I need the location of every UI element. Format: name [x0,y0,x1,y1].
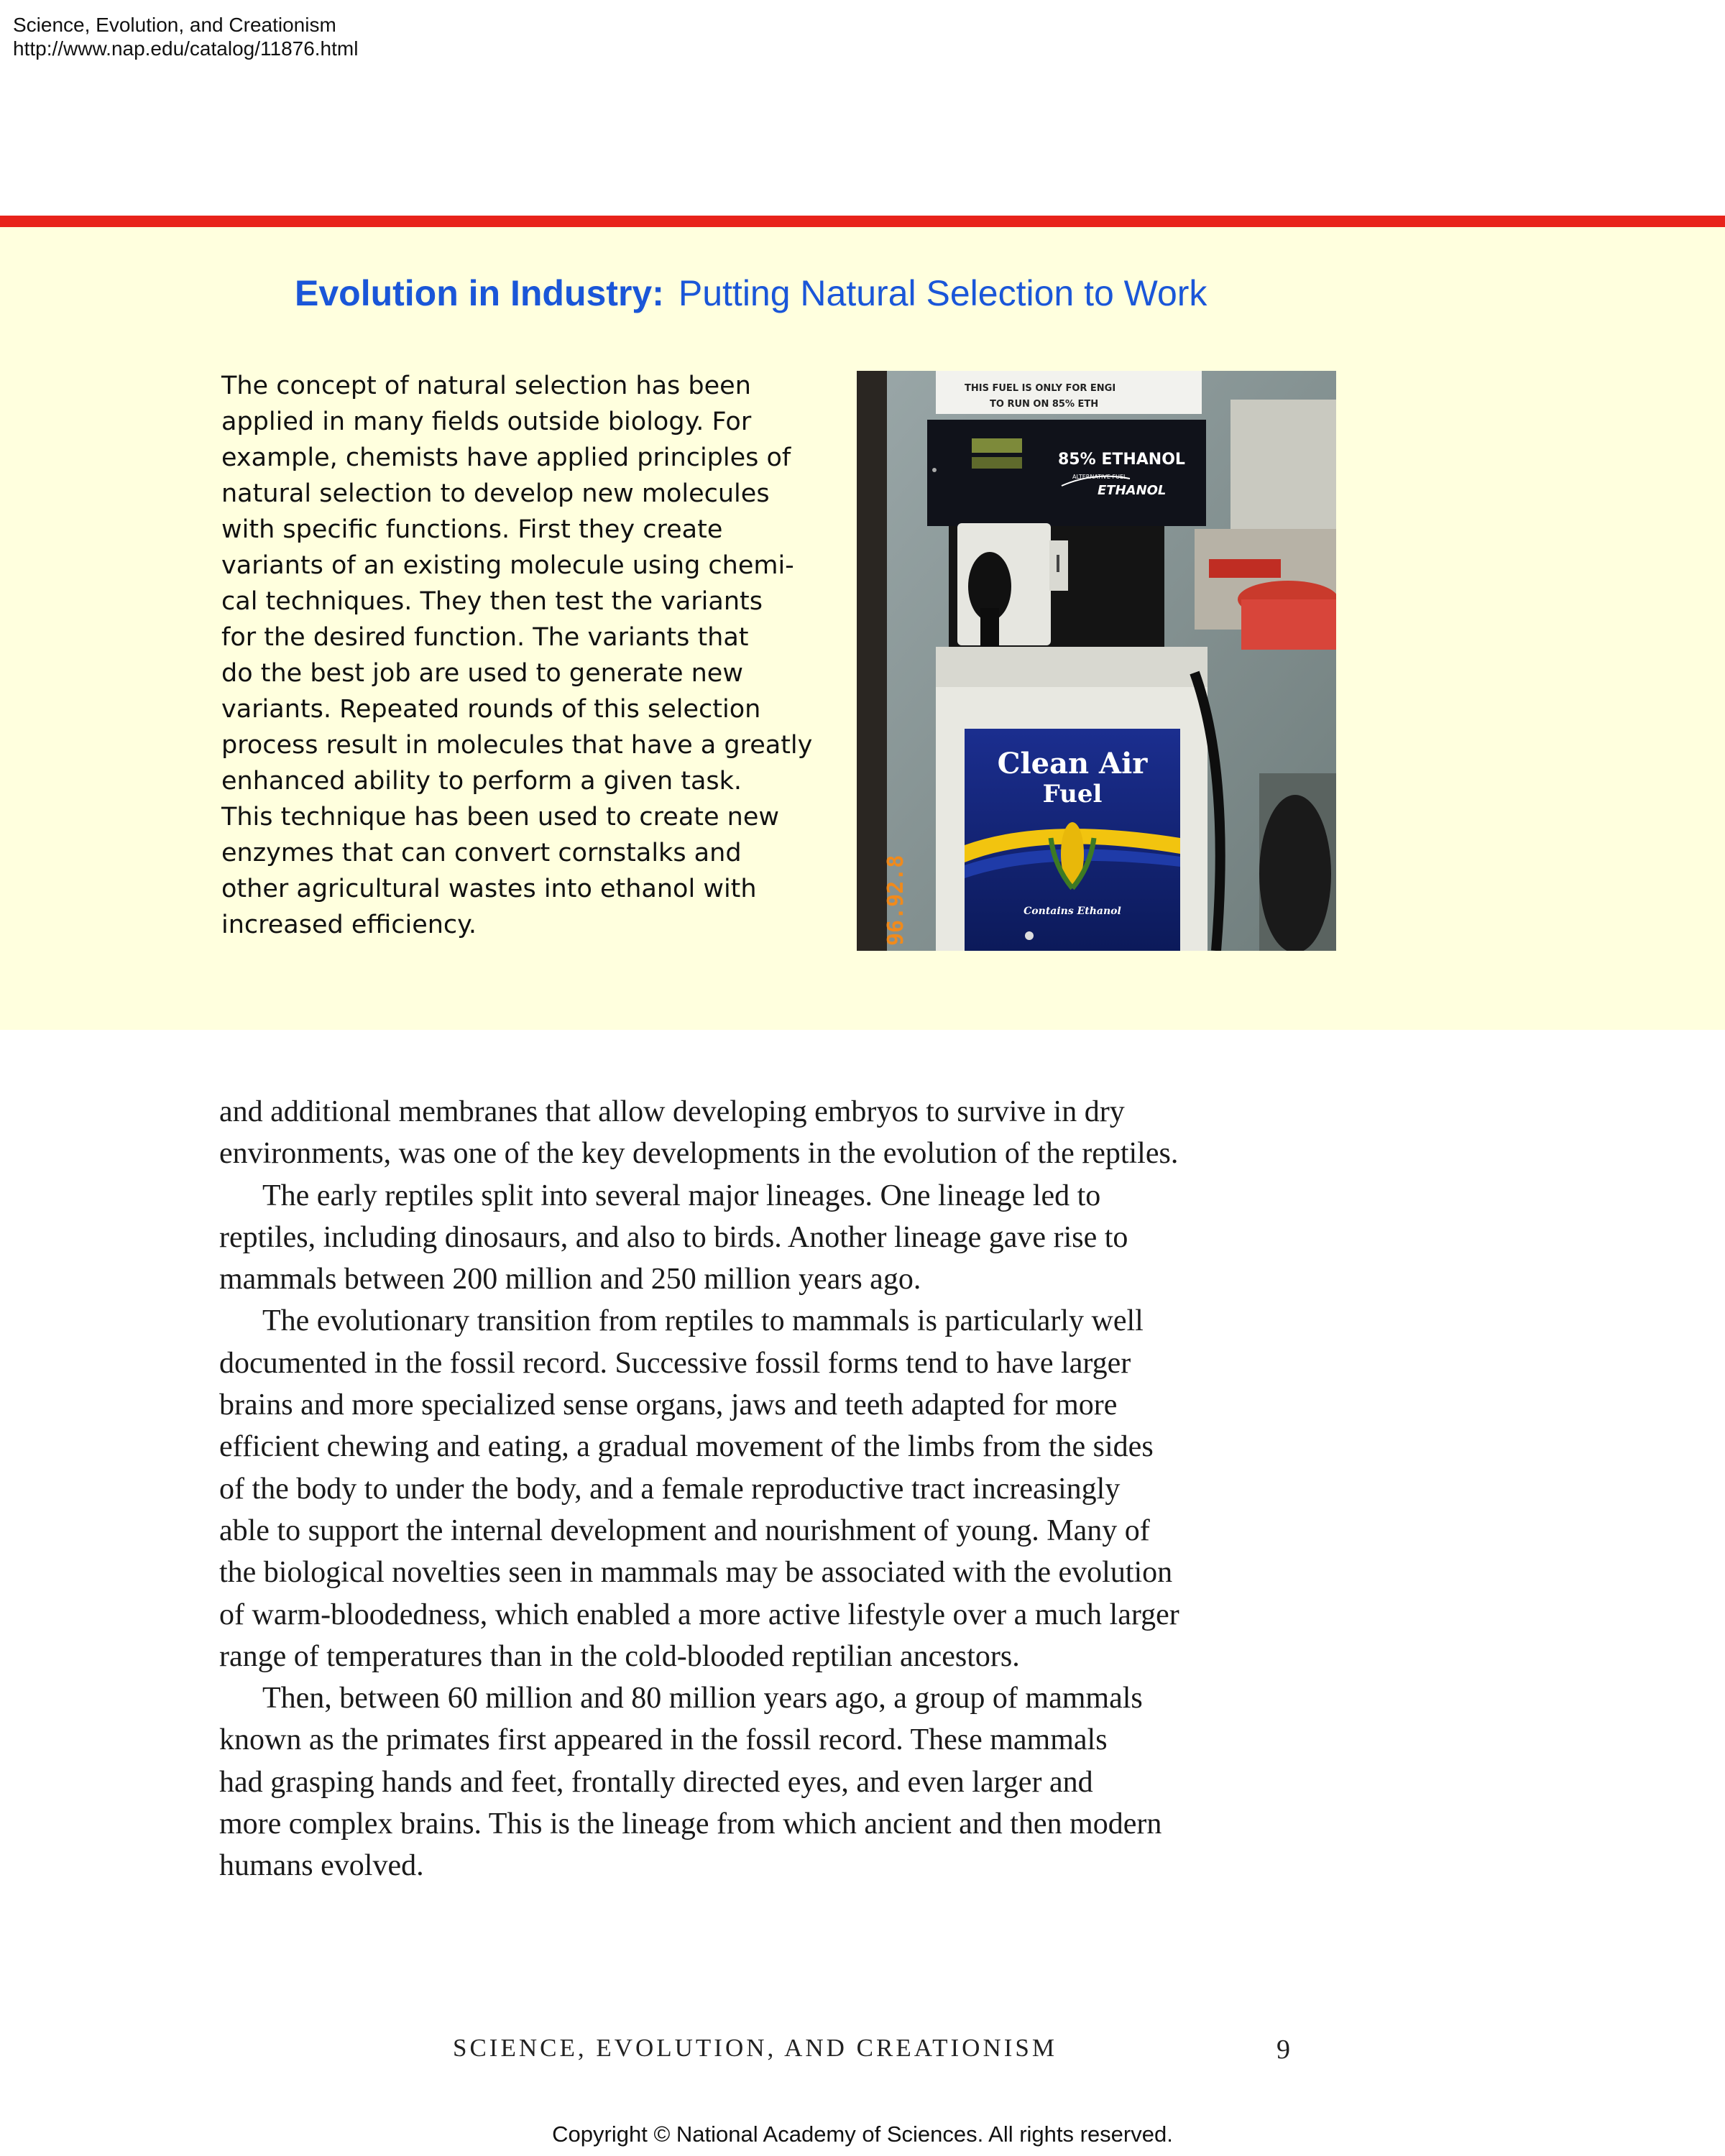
source-header [13,13,358,60]
alt-fuel-text: ALTERNATIVE FUEL [1072,474,1127,480]
body-line: the biological novelties seen in mammals may be associated with the evolution [219,1556,1173,1590]
body-line: humans evolved. [219,1849,424,1883]
sign-text-1: THIS FUEL IS ONLY FOR ENGI [965,383,1116,394]
sidebar-line: with specific functions. First they create [221,515,723,544]
sidebar-text [221,368,818,943]
panel-small-text: Contains Ethanol [1024,906,1121,917]
ethanol-pump-photo [857,371,1336,951]
source-url[interactable]: http://www.nap.edu/catalog/11876.html [13,37,359,60]
sidebar-line: other agricultural wastes into ethanol with [221,875,757,903]
sign-text-2: TO RUN ON 85% ETH [990,399,1099,410]
sidebar-line: applied in many fields outside biology. For [221,407,752,436]
body-line: known as the primates first appeared in the fossil record. These mammals [219,1723,1108,1757]
pump-label-85: 85% ETHANOL [1058,451,1185,469]
sidebar-line: for the desired function. The variants that [221,623,749,652]
body-line: mammals between 200 million and 250 million years ago. [219,1263,921,1296]
sidebar-line: variants. Repeated rounds of this selection [221,695,761,724]
sidebar-line: natural selection to develop new molecules [221,479,770,508]
page-number: 9 [1276,2035,1290,2065]
running-footer: SCIENCE, EVOLUTION, AND CREATIONISM [453,2034,1057,2062]
body-line: reptiles, including dinosaurs, and also to birds. Another lineage gave rise to [219,1220,1128,1254]
source-title: Science, Evolution, and Creationism [13,14,336,36]
sidebar-title [295,272,1207,315]
body-line: The early reptiles split into several major lineages. One lineage led to [262,1179,1101,1212]
sidebar-line: example, chemists have applied principles of [221,443,791,472]
pump-illustration [857,371,1336,951]
body-line: documented in the fossil record. Successive fossil forms tend to have larger [219,1346,1131,1380]
body-line: efficient chewing and eating, a gradual movement of the limbs from the sides [219,1430,1154,1464]
sidebar-line: increased efficiency. [221,911,477,939]
body-line: brains and more specialized sense organs, jaws and teeth adapted for more [219,1388,1118,1422]
body-line: range of temperatures than in the cold-blooded reptilian ancestors. [219,1639,1020,1673]
panel-line-2: Fuel [1042,780,1103,808]
body-line: and additional membranes that allow developing embryos to survive in dry [219,1095,1125,1128]
sidebar-line: cal techniques. They then test the variants [221,587,763,616]
sidebar-line: process result in molecules that have a greatly [221,731,813,760]
body-line: had grasping hands and feet, frontally directed eyes, and even larger and [219,1765,1093,1799]
body-line: Then, between 60 million and 80 million years ago, a group of mammals [262,1682,1143,1715]
sidebar-title-bold: Evolution in Industry: [295,273,664,313]
ethanol-logo-text: ETHANOL [1098,483,1167,498]
body-line: of warm-bloodedness, which enabled a more active lifestyle over a much larger [219,1598,1179,1631]
body-line: able to support the internal development and nourishment of young. Many of [219,1514,1150,1547]
sidebar-line: enhanced ability to perform a given task. [221,767,742,796]
sidebar-line: The concept of natural selection has been [221,372,751,400]
sidebar-line: variants of an existing molecule using chemi- [221,551,794,580]
body-line: more complex brains. This is the lineage from which ancient and then modern [219,1807,1162,1841]
body-line: The evolutionary transition from reptiles to mammals is particularly well [262,1304,1144,1338]
body-text [219,1091,1312,1887]
red-rule [0,216,1725,227]
body-line: environments, was one of the key developments in the evolution of the reptiles. [219,1137,1179,1171]
body-line: of the body to under the body, and a female reproductive tract increasingly [219,1472,1121,1506]
sidebar-title-rest: Putting Natural Selection to Work [678,273,1208,313]
sidebar-line: enzymes that can convert cornstalks and [221,839,742,867]
copyright-notice: Copyright © National Academy of Sciences. All rights reserved. [552,2122,1173,2147]
panel-line-1: Clean Air [997,747,1148,780]
sidebar-line: do the best job are used to generate new [221,659,743,688]
sidebar-line: This technique has been used to create new [221,803,779,831]
pump-meter: 96.92.8 [883,854,908,946]
